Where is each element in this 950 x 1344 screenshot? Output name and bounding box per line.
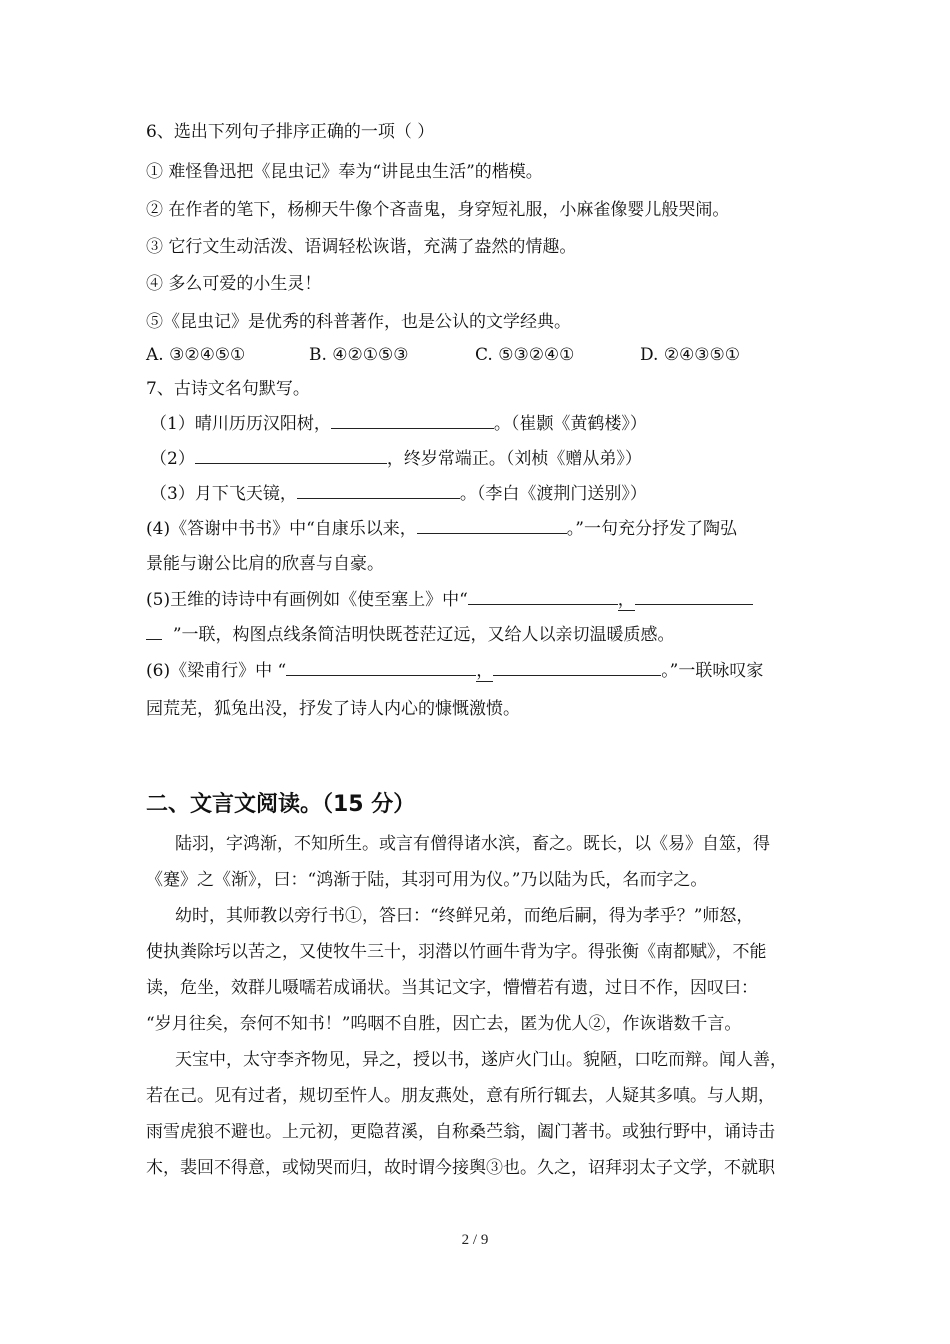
- passage-line: 使执粪除圬以苦之，又使牧牛三十，羽潜以竹画牛背为字。得张衡《南都赋》，不能: [146, 942, 767, 962]
- passage-line: 若在己。见有过者，规切至忤人。朋友燕处，意有所行辄去，人疑其多嗔。与人期，: [146, 1086, 775, 1106]
- passage-line: 读，危坐，效群儿嗫嚅若成诵状。当其记文字，懵懵若有遗，过日不作，因叹曰：: [146, 978, 758, 998]
- q7-line-2-prefix: （2）: [150, 449, 195, 469]
- q7-line-6-prefix: (6)《梁甫行》中 “: [146, 661, 287, 681]
- option-a: A. ③②④⑤①: [146, 345, 246, 365]
- q7-line-1-prefix: （1）晴川历历汉阳树，: [150, 414, 331, 434]
- q6-item-3: ③ 它行文生动活泼、语调轻松诙谐，充满了盎然的情趣。: [146, 237, 577, 257]
- q7-line-6-cont: 园荒芜，狐兔出没，抒发了诗人内心的慷慨激愤。: [146, 699, 520, 719]
- comma: ，: [476, 661, 494, 681]
- q7-line-4: [146, 517, 737, 541]
- answer-blank[interactable]: [468, 588, 618, 605]
- passage-line: 雨雪虎狼不避也。上元初，更隐苕溪，自称桑苎翁，阖门著书。或独行野中，诵诗击: [146, 1122, 775, 1142]
- answer-blank[interactable]: [635, 588, 753, 605]
- passage-line: 天宝中，太守李齐物见，异之，授以书，遂庐火门山。貌陋，口吃而辩。闻人善，: [175, 1050, 787, 1070]
- comma: ，: [617, 590, 635, 610]
- q7-line-2-suffix: ，终岁常端正。（刘桢《赠从弟》）: [386, 449, 642, 469]
- q6-options: [146, 343, 740, 367]
- q6-item-4: ④ 多么可爱的小生灵！: [146, 274, 322, 294]
- q7-line-5-suffix: ”一联，构图点线条简洁明快既苍茫辽远，又给人以亲切温暖质感。: [172, 625, 675, 645]
- q7-line-1: [150, 412, 647, 436]
- q6-stem: 6、选出下列句子排序正确的一项（ ）: [146, 122, 435, 142]
- q7-line-3-suffix: 。（李白《渡荆门送别》）: [459, 484, 647, 504]
- page-number: 2 / 9: [461, 1232, 489, 1248]
- section-heading: 二、文言文阅读。（15 分）: [146, 792, 416, 817]
- option-b: B. ④②①⑤③: [309, 345, 409, 365]
- q7-line-3-prefix: （3）月下飞天镜，: [150, 484, 297, 504]
- q7-line-2: [150, 447, 642, 471]
- option-d: D. ②④③⑤①: [640, 345, 741, 365]
- answer-blank[interactable]: [297, 482, 460, 499]
- passage-line: “岁月往矣，奈何不知书！”呜咽不自胜，因亡去，匿为优人②，作诙谐数千言。: [146, 1014, 742, 1034]
- q7-line-1-suffix: 。（崔颢《黄鹤楼》）: [493, 414, 647, 434]
- option-c: C. ⑤③②④①: [475, 345, 575, 365]
- q7-line-4-suffix: 。”一句充分抒发了陶弘: [566, 519, 737, 539]
- passage-line: 《蹇》之《渐》，曰：“鸿渐于陆，其羽可用为仪。”乃以陆为氏，名而字之。: [146, 870, 708, 890]
- passage-line: 木，裴回不得意，或恸哭而归，故时谓今接舆③也。久之，诏拜羽太子文学，不就职: [146, 1158, 775, 1178]
- q7-line-3: [150, 482, 647, 506]
- answer-blank[interactable]: [417, 517, 567, 534]
- q7-line-6: [146, 659, 763, 683]
- q7-line-5: [146, 588, 753, 612]
- passage-line: 幼时，其师教以旁行书①，答曰：“终鲜兄弟，而绝后嗣，得为孝乎？”师怒，: [175, 906, 754, 926]
- answer-blank[interactable]: [286, 659, 476, 676]
- answer-blank[interactable]: [493, 659, 661, 676]
- answer-blank[interactable]: [331, 412, 494, 429]
- q7-line-4-prefix: (4)《答谢中书书》中“自康乐以来，: [146, 519, 417, 539]
- passage-line: 陆羽，字鸿渐，不知所生。或言有僧得诸水滨，畜之。既长，以《易》自筮，得: [175, 834, 770, 854]
- answer-blank[interactable]: [195, 447, 387, 464]
- q7-line-5-cont: [146, 623, 675, 647]
- answer-blank[interactable]: [146, 623, 162, 640]
- q6-item-1: ① 难怪鲁迅把《昆虫记》奉为“讲昆虫生活”的楷模。: [146, 162, 543, 182]
- q6-item-2: ② 在作者的笔下，杨柳天牛像个吝啬鬼，身穿短礼服，小麻雀像婴儿般哭闹。: [146, 200, 730, 220]
- q7-line-6-suffix: 。”一联咏叹家: [661, 661, 764, 681]
- q7-line-4-cont: 景能与谢公比肩的欣喜与自豪。: [146, 554, 384, 574]
- q6-item-5: ⑤《昆虫记》是优秀的科普著作，也是公认的文学经典。: [146, 312, 571, 332]
- q7-stem: 7、古诗文名句默写。: [146, 379, 310, 399]
- q7-line-5-prefix: (5)王维的诗诗中有画例如《使至塞上》中“: [146, 590, 468, 610]
